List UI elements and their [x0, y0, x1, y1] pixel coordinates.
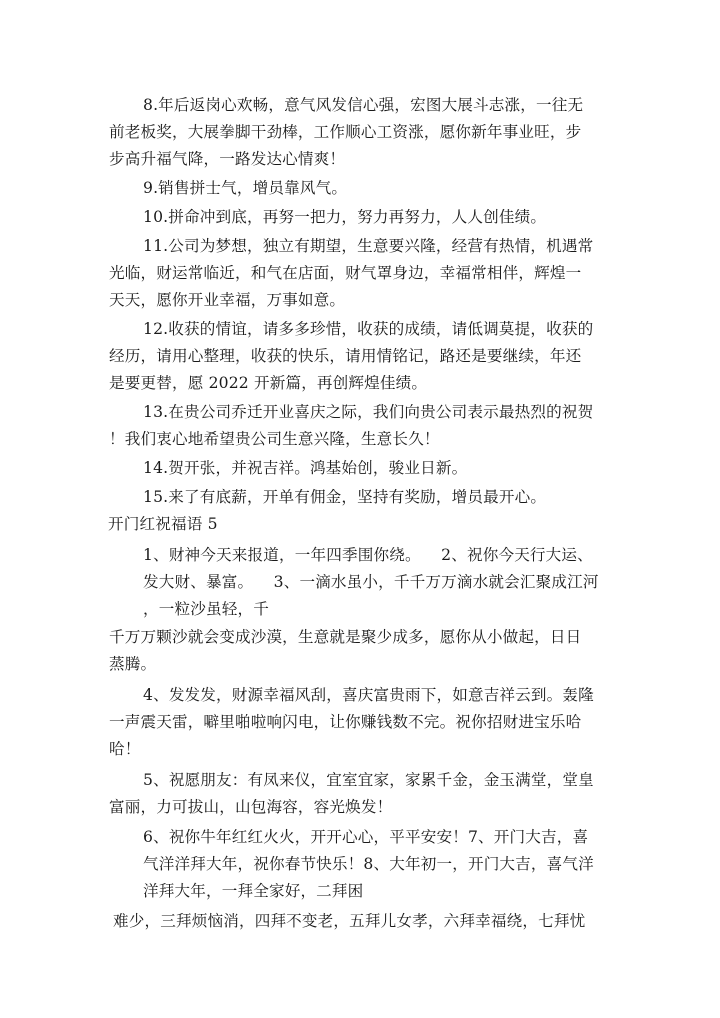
text-line: 气洋洋拜大年，祝你春节快乐！8、大年初一，开门大吉，喜气洋: [143, 855, 594, 873]
section-heading: 开门红祝福语 5: [108, 515, 218, 533]
text-line: 12.收获的情谊，请多多珍惜，收获的成绩，请低调莫提，收获的: [143, 320, 594, 338]
text-line: 天天，愿你开业幸福，万事如意。: [109, 291, 346, 309]
text-line: 富丽，力可拔山，山包海容，容光焕发！: [109, 798, 393, 816]
text-line: 千万万颗沙就会变成沙漠，生意就是聚少成多，愿你从小做起，日日: [109, 628, 582, 646]
text-line: 洋拜大年，一拜全家好，二拜困: [143, 882, 364, 900]
text-line: 4、发发发，财源幸福风刮，喜庆富贵雨下，如意吉祥云到。轰隆: [143, 686, 594, 704]
text-line: 13.在贵公司乔迁开业喜庆之际，我们向贵公司表示最热烈的祝贺: [143, 403, 594, 421]
text-line: 蒸腾。: [109, 655, 157, 673]
text-line: 11.公司为梦想，独立有期望，生意要兴隆，经营有热情，机遇常: [143, 237, 594, 255]
text-line: 难少，三拜烦恼消，四拜不变老，五拜儿女孝，六拜幸福绕，七拜忧: [113, 912, 586, 930]
text-line: 6、祝你牛年红红火火，开开心心，平平安安！7、开门大吉，喜: [143, 828, 589, 846]
text-line: 步高升福气降，一路发达心情爽！: [109, 150, 346, 168]
text-line: 发大财、暴富。 3、一滴水虽小，千千万万滴水就会汇聚成江河: [143, 573, 599, 591]
text-line: 14.贺开张，并祝吉祥。鸿基始创，骏业日新。: [143, 459, 468, 477]
text-line: 15.来了有底薪，开单有佣金，坚持有奖励，增员最开心。: [143, 488, 547, 506]
text-line: ，一粒沙虽轻，千: [143, 600, 269, 618]
text-line: 9.销售拼士气，增员靠风气。: [143, 179, 348, 197]
text-line: 1、财神今天来报道，一年四季围你绕。 2、祝你今天行大运、: [143, 546, 593, 564]
text-line: 前老板奖，大展拳脚干劲棒，工作顺心工资涨，愿你新年事业旺，步: [109, 123, 582, 141]
text-line: 光临，财运常临近，和气在店面，财气罩身边，幸福常相伴，辉煌一: [109, 264, 582, 282]
text-line: 经历，请用心整理，收获的快乐，请用情铭记，路还是要继续，年还: [109, 347, 582, 365]
text-line: 8.年后返岗心欢畅，意气风发信心强，宏图大展斗志涨，一往无: [143, 96, 584, 114]
text-line: 哈！: [109, 740, 141, 758]
text-line: 一声震天雷，噼里啪啦响闪电，让你赚钱数不完。祝你招财进宝乐哈: [109, 713, 582, 731]
text-line: 是要更替，愿 2022 开新篇，再创辉煌佳绩。: [109, 374, 428, 392]
text-line: 10.拼命冲到底，再努一把力，努力再努力，人人创佳绩。: [143, 208, 547, 226]
text-line: ！我们衷心地希望贵公司生意兴隆，生意长久！: [109, 430, 440, 448]
text-line: 5、祝愿朋友：有凤来仪，宜室宜家，家累千金，金玉满堂，堂皇: [143, 771, 594, 789]
